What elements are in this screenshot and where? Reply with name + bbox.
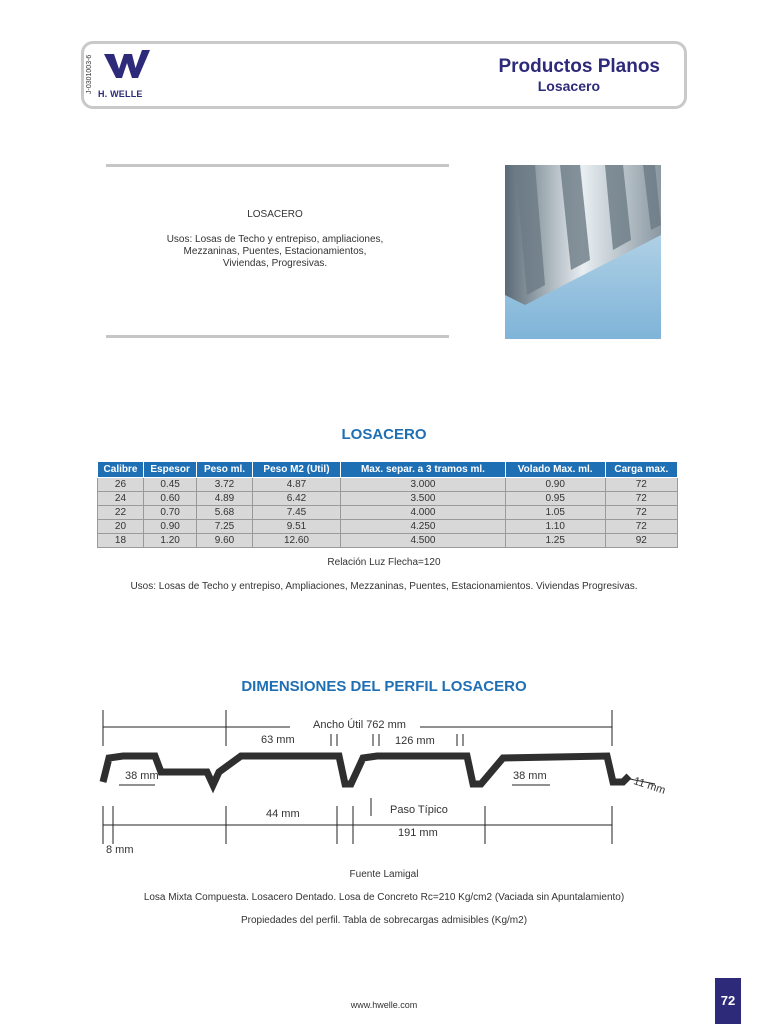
cell: 0.90 — [143, 520, 196, 534]
profile-diagram — [95, 700, 680, 865]
intro-block — [160, 209, 390, 270]
table-row — [98, 534, 678, 548]
cell: 4.500 — [341, 534, 506, 548]
label-191mm: 191 mm — [398, 827, 438, 839]
cell: 24 — [98, 492, 144, 506]
cell: 9.51 — [252, 520, 340, 534]
specs-table — [97, 461, 678, 548]
bottom-divider — [106, 335, 449, 338]
label-63mm: 63 mm — [261, 734, 295, 746]
label-ancho-util: Ancho Útil 762 mm — [313, 719, 406, 731]
company-logo — [104, 48, 152, 88]
col-espesor: Espesor — [143, 462, 196, 478]
col-volado: Volado Max. ml. — [505, 462, 605, 478]
uses-note: Usos: Losas de Techo y entrepiso, Ampliaciones, Mezzaninas, Puentes, Estacionamientos. Viviendas Progresivas. — [130, 581, 638, 592]
span-ratio-note: Relación Luz Flecha=120 — [327, 557, 441, 568]
table-title: LOSACERO — [341, 426, 427, 443]
cell: 26 — [98, 478, 144, 492]
cell: 1.10 — [505, 520, 605, 534]
cell: 72 — [605, 520, 677, 534]
cell: 7.25 — [197, 520, 253, 534]
col-calibre: Calibre — [98, 462, 144, 478]
cell: 72 — [605, 492, 677, 506]
col-max-separ: Max. separ. a 3 tramos ml. — [341, 462, 506, 478]
logo-text: H. WELLE — [98, 89, 143, 99]
caption-line-2: Propiedades del perfil. Tabla de sobrecargas admisibles (Kg/m2) — [240, 915, 528, 926]
header-subtitle: Losacero — [537, 78, 600, 94]
cell: 0.70 — [143, 506, 196, 520]
cell: 72 — [605, 506, 677, 520]
table-row — [98, 492, 678, 506]
cell: 5.68 — [197, 506, 253, 520]
table-row — [98, 506, 678, 520]
table-row — [98, 478, 678, 492]
label-11mm: 11 mm — [631, 775, 667, 797]
product-photo — [505, 165, 661, 339]
cell: 4.250 — [341, 520, 506, 534]
page-number-badge: 72 — [715, 978, 741, 1024]
cell: 20 — [98, 520, 144, 534]
cell: 3.000 — [341, 478, 506, 492]
cell: 22 — [98, 506, 144, 520]
cell: 1.05 — [505, 506, 605, 520]
label-126mm: 126 mm — [395, 735, 435, 747]
profile-title: DIMENSIONES DEL PERFIL LOSACERO — [241, 678, 527, 695]
col-carga: Carga max. — [605, 462, 677, 478]
cell: 4.89 — [197, 492, 253, 506]
cell: 18 — [98, 534, 144, 548]
table-row — [98, 520, 678, 534]
cell: 4.000 — [341, 506, 506, 520]
intro-product-name: LOSACERO — [247, 209, 303, 220]
col-peso-ml: Peso ml. — [197, 462, 253, 478]
col-peso-m2: Peso M2 (Util) — [252, 462, 340, 478]
cell: 0.60 — [143, 492, 196, 506]
cell: 0.95 — [505, 492, 605, 506]
label-38mm-right: 38 mm — [513, 770, 547, 782]
profile-band — [103, 756, 629, 785]
cell: 0.45 — [143, 478, 196, 492]
label-38mm-left: 38 mm — [125, 770, 159, 782]
label-8mm: 8 mm — [106, 844, 134, 856]
caption-line-1: Losa Mixta Compuesta. Losacero Dentado. Losa de Concreto Rc=210 Kg/cm2 (Vaciada sin Apuntalamiento) — [143, 892, 625, 903]
label-paso-tipico: Paso Típico — [390, 804, 448, 816]
cell: 9.60 — [197, 534, 253, 548]
top-divider — [106, 164, 449, 167]
cell: 92 — [605, 534, 677, 548]
cell: 3.500 — [341, 492, 506, 506]
cell: 72 — [605, 478, 677, 492]
intro-uses: Usos: Losas de Techo y entrepiso, ampliaciones, Mezzaninas, Puentes, Estacionamientos, Viviendas, Progresivas. — [166, 234, 384, 269]
cell: 1.20 — [143, 534, 196, 548]
cell: 0.90 — [505, 478, 605, 492]
cell: 4.87 — [252, 478, 340, 492]
cell: 7.45 — [252, 506, 340, 520]
cell: 6.42 — [252, 492, 340, 506]
footer-url[interactable]: www.hwelle.com — [350, 1000, 418, 1010]
table-header-row — [98, 462, 678, 478]
document-code: J-0301003-6 — [86, 54, 93, 94]
header-title: Productos Planos — [498, 56, 660, 77]
label-44mm: 44 mm — [266, 808, 300, 820]
cell: 3.72 — [197, 478, 253, 492]
cell: 12.60 — [252, 534, 340, 548]
source-note: Fuente Lamigal — [349, 869, 419, 880]
cell: 1.25 — [505, 534, 605, 548]
